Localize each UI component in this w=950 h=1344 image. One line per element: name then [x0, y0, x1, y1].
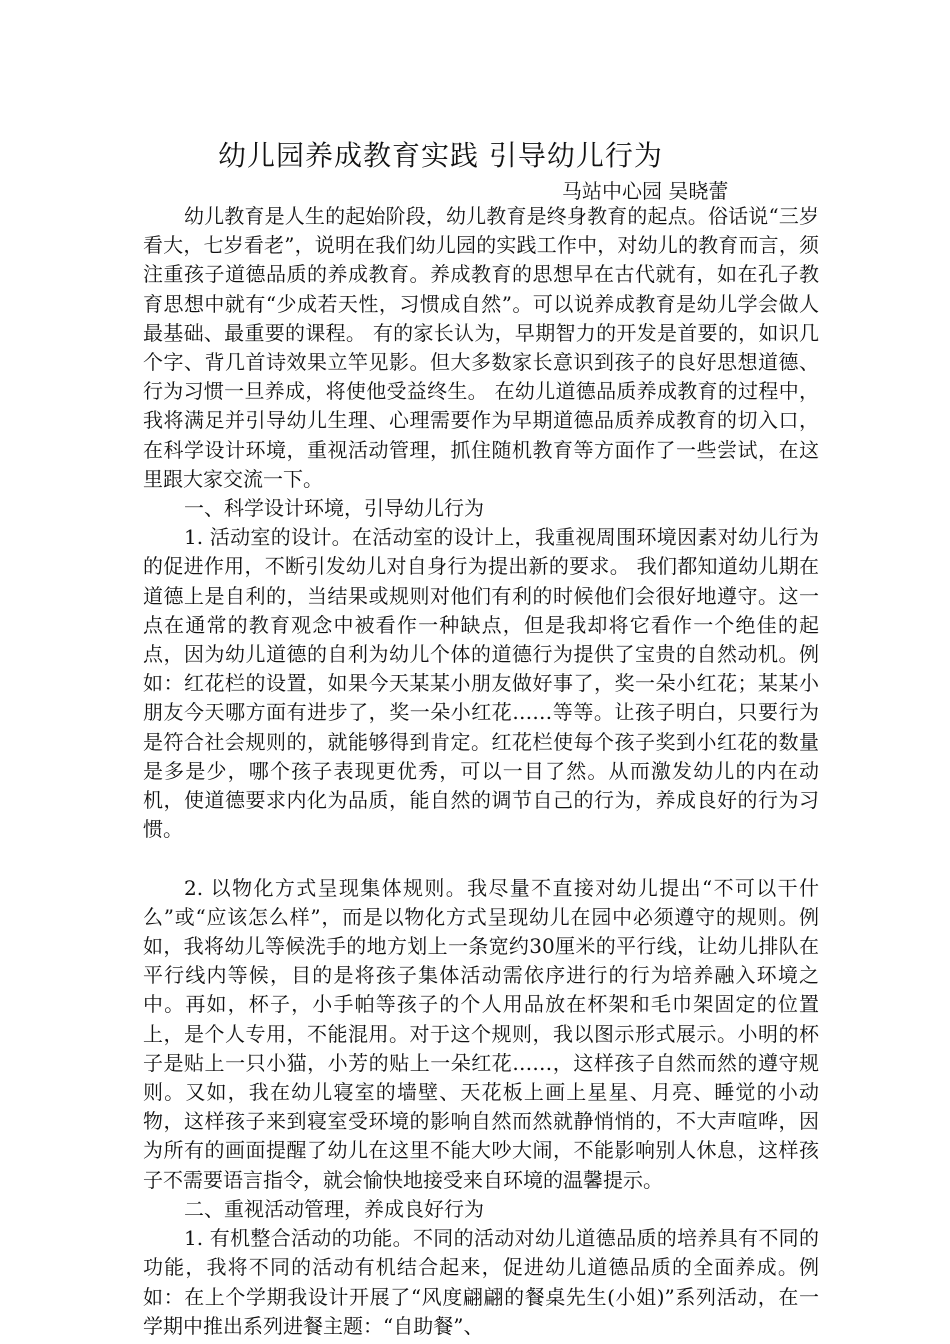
- document-body: [143, 202, 819, 1341]
- section-1-paragraph-1: 1. 活动室的设计。在活动室的设计上，我重视周围环境因素对幼儿行为的促进作用，不断引发幼儿对自身行为提出新的要求。 我们都知道幼儿期在道德上是自利的，当结果或规则对他们有利的时候他们会很好地遵守。这一点在通常的教育观念中被看作一种缺点，但是我却将它看作一个绝佳的起点，因为幼儿道德的自利为幼儿个体的道德行为提供了宝贵的自然动机。例如：红花栏的设置，如果今天某某小朋友做好事了，奖一朵小红花；某某小朋友今天哪方面有进步了，奖一朵小红花……等等。让孩子明白，只要行为是符合社会规则的，就能够得到肯定。红花栏使每个孩子奖到小红花的数量是多是少，哪个孩子表现更优秀，可以一目了然。从而激发幼儿的内在动机，使道德要求内化为品质，能自然的调节自己的行为，养成良好的行为习惯。: [143, 525, 819, 842]
- section-1-paragraph-2: 2. 以物化方式呈现集体规则。我尽量不直接对幼儿提出“不可以干什么”或“应该怎么样”，而是以物化方式呈现幼儿在园中必须遵守的规则。例如，我将幼儿等候洗手的地方划上一条宽约30厘米的平行线，让幼儿排队在平行线内等候，目的是将孩子集体活动需依序进行的行为培养融入环境之中。再如，杯子，小手帕等孩子的个人用品放在杯架和毛巾架固定的位置上，是个人专用，不能混用。对于这个规则，我以图示形式展示。小明的杯子是贴上一只小猫，小芳的贴上一朵红花……，这样孩子自然而然的遵守规则。又如，我在幼儿寝室的墙壁、天花板上画上星星、月亮、睡觉的小动物，这样孩子来到寝室受环境的影响自然而然就静悄悄的，不大声喧哗，因为所有的画面提醒了幼儿在这里不能大吵大闹，不能影响别人休息，这样孩子不需要语言指令，就会愉快地接受来自环境的温馨提示。: [143, 875, 819, 1192]
- paragraph-spacer: [143, 844, 819, 873]
- section-1-heading: 一、科学设计环境，引导幼儿行为: [184, 496, 484, 521]
- section-2-paragraph-1: 1. 有机整合活动的功能。不同的活动对幼儿道德品质的培养具有不同的功能，我将不同的活动有机结合起来，促进幼儿道德品质的全面养成。例如：在上个学期我设计开展了“风度翩翩的餐桌先生(小姐)”系列活动，在一学期中推出系列进餐主题：“自助餐”、: [143, 1226, 819, 1338]
- section-2-heading: 二、重视活动管理，养成良好行为: [184, 1196, 484, 1221]
- intro-paragraph: 幼儿教育是人生的起始阶段，幼儿教育是终身教育的起点。俗话说“三岁看大，七岁看老”，说明在我们幼儿园的实践工作中，对幼儿的教育而言，须注重孩子道德品质的养成教育。养成教育的思想早在古代就有，如在孔子教育思想中就有“少成若天性，习惯成自然”。可以说养成教育是幼儿学会做人最基础、最重要的课程。 有的家长认为，早期智力的开发是首要的，如识几个字、背几首诗效果立竿见影。但大多数家长意识到孩子的良好思想道德、行为习惯一旦养成，将使他受益终生。 在幼儿道德品质养成教育的过程中，我将满足并引导幼儿生理、心理需要作为早期道德品质养成教育的切入口，在科学设计环境，重视活动管理，抓住随机教育等方面作了一些尝试，在这里跟大家交流一下。: [143, 204, 819, 491]
- document-author: 马站中心园 吴晓蕾: [562, 179, 729, 203]
- document-title: 幼儿园养成教育实践 引导幼儿行为: [218, 139, 663, 172]
